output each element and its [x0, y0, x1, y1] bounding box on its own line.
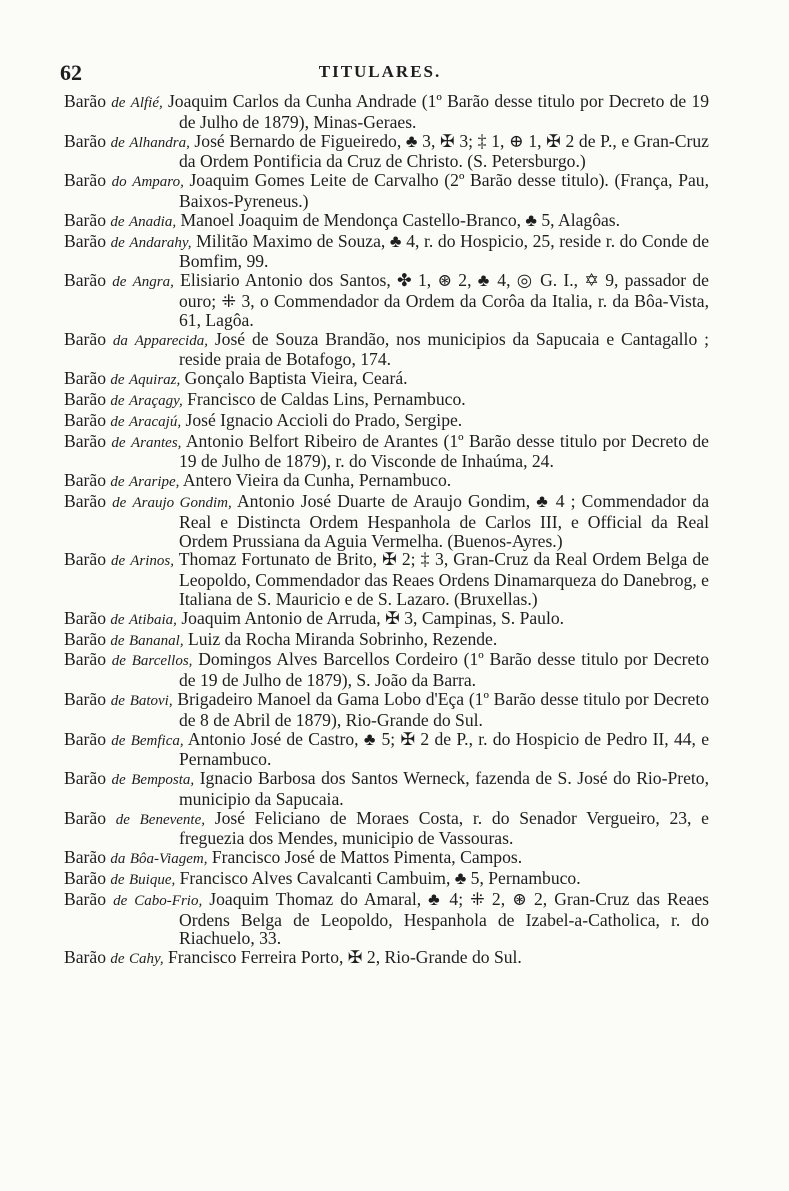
entry-text: Francisco José de Mattos Pimenta, Campos. [207, 847, 523, 868]
list-item [64, 769, 709, 809]
entry-title-name: Cabo-Frio, [134, 892, 203, 909]
entry-label: Barão [64, 888, 107, 909]
list-item [64, 171, 709, 211]
entry-prep: de [110, 692, 125, 709]
list-item [64, 948, 709, 969]
entry-prep: de [110, 413, 125, 430]
entry-prep: do [111, 174, 127, 191]
entry-label: Barão [64, 130, 107, 151]
entry-label: Barão [64, 430, 107, 451]
entry-text: Joaquim Thomaz do Amaral, ♣ 4; ⁜ 2, ⊛ 2, Gran-Cruz das Reaes Ordens Belga de Leopoldo, Hespanhola de Izabel-a-Catholica, r. do Riachuelo, 33. [179, 888, 709, 949]
entry-label: Barão [64, 368, 107, 389]
list-item [64, 730, 709, 770]
list-item [64, 492, 709, 550]
entry-list [64, 92, 709, 969]
entry-prep: de [112, 494, 127, 511]
entry-text: Francisco Ferreira Porto, ✠ 2, Rio-Grande do Sul. [163, 947, 522, 968]
entry-label: Barão [64, 868, 107, 889]
entry-title-name: Bananal, [129, 632, 184, 649]
entry-prep: de [110, 392, 125, 409]
list-item [64, 132, 709, 172]
list-item [64, 330, 709, 370]
entry-text: Francisco Alves Cavalcanti Cambuim, ♣ 5, Pernambuco. [175, 868, 581, 889]
entry-label: Barão [64, 270, 107, 291]
entry-prep: de [110, 372, 125, 389]
entry-label: Barão [64, 628, 107, 649]
entry-text: Joaquim Carlos da Cunha Andrade (1º Barão desse titulo por Decreto de 19 de Julho de 1879), Minas-Geraes. [162, 91, 710, 132]
entry-title-name: Atibaia, [129, 611, 177, 628]
page-header [60, 60, 700, 86]
entry-prep: de [111, 95, 126, 111]
entry-title-name: Benevente, [139, 811, 205, 828]
entry-label: Barão [64, 170, 107, 191]
entry-text: Joaquim Antonio de Arruda, ✠ 3, Campinas, S. Paulo. [176, 607, 565, 628]
entry-title-name: Cahy, [129, 951, 164, 968]
entry-label: Barão [64, 470, 107, 491]
entry-title-name: Anadia, [129, 213, 177, 230]
entry-title-name: Arinos, [130, 553, 175, 570]
list-item [64, 369, 709, 390]
entry-text: Thomaz Fortunato de Brito, ✠ 2; ‡ 3, Gran-Cruz da Real Ordem Belga de Leopoldo, Commendador das Reaes Ordens Dinamarqueza do Danebrog, e Italiana de S. Mauricio e de S. Lazaro. (Bruxellas.) [174, 549, 709, 609]
entry-text: Manoel Joaquim de Mendonça Castello-Branco, ♣ 5, Alagôas. [176, 209, 621, 230]
entry-prep: de [113, 892, 128, 909]
entry-label: Barão [64, 768, 107, 789]
list-item [64, 390, 709, 411]
running-title: TITULARES. [318, 62, 442, 81]
entry-text: Luiz da Rocha Miranda Sobrinho, Rezende. [183, 628, 498, 649]
entry-title-name: Aquiraz, [129, 372, 181, 389]
entry-label: Barão [64, 607, 107, 628]
entry-title-name: Andarahy, [129, 234, 192, 251]
entry-prep: de [111, 732, 126, 749]
entry-text: Antonio José de Castro, ♣ 5; ✠ 2 de P., r. do Hospicio de Pedro II, 44, e Pernambuco. [179, 728, 710, 770]
entry-prep: de [110, 474, 125, 491]
entry-prep: de [111, 653, 126, 670]
entry-text: José Feliciano de Moraes Costa, r. do Senador Vergueiro, 23, e freguezia dos Mendes, municipio de Vassouras. [179, 807, 709, 849]
entry-label: Barão [64, 91, 107, 111]
entry-title-name: Angra, [132, 274, 174, 291]
entry-label: Barão [64, 490, 107, 511]
list-item [64, 609, 709, 630]
entry-prep: de [111, 434, 126, 451]
list-item [64, 232, 709, 272]
entry-title-name: Buique, [129, 872, 176, 889]
entry-text: José Ignacio Accioli do Prado, Sergipe. [181, 409, 463, 430]
entry-label: Barão [64, 209, 107, 230]
entry-label: Barão [64, 649, 107, 670]
entry-title-name: Bôa-Viagem, [129, 851, 208, 868]
entry-title-name: Aracajú, [129, 413, 182, 430]
entry-prep: de [111, 553, 126, 570]
entry-title-name: Araujo Gondim, [132, 494, 232, 511]
entry-label: Barão [64, 688, 107, 709]
page-number: 62 [60, 60, 82, 85]
entry-prep: de [112, 274, 127, 291]
list-item [64, 432, 709, 472]
entry-prep: de [111, 772, 126, 789]
entry-text: Ignacio Barbosa dos Santos Werneck, fazenda de S. José do Rio-Preto, municipio da Sapucaia. [179, 768, 710, 809]
list-item [64, 471, 709, 492]
entry-title-name: Amparo, [132, 174, 184, 191]
entry-label: Barão [64, 807, 107, 828]
entry-title-name: Arantes, [131, 434, 182, 451]
entry-prep: de [110, 872, 125, 889]
list-item [64, 869, 709, 890]
list-item [64, 271, 709, 329]
entry-prep: de [110, 134, 125, 151]
entry-text: Antonio José Duarte de Araujo Gondim, ♣ 4 ; Commendador da Real e Distincta Ordem Hespanhola de Carlos III, e Official da Real Ordem Prussiana da Aguia Vermelha. (Buenos-Ayres.) [179, 490, 709, 551]
entry-text: José Bernardo de Figueiredo, ♣ 3, ✠ 3; ‡ 1, ⊕ 1, ✠ 2 de P., e Gran-Cruz da Ordem Pontificia da Cruz de Christo. (S. Petersburgo.) [179, 130, 709, 172]
entry-text: Francisco de Caldas Lins, Pernambuco. [182, 388, 466, 409]
entry-text: Elisiario Antonio dos Santos, ✤ 1, ⊛ 2, ♣ 4, ◎ G. I., ✡ 9, passador de ouro; ⁜ 3, o Commendador da Ordem da Corôa da Italia, r. da Bôa-Vista, 61, Lagôa. [173, 270, 709, 330]
entry-text: Domingos Alves Barcellos Cordeiro (1º Barão desse titulo por Decreto de 19 de Julho de 1879), S. João da Barra. [179, 649, 710, 691]
entry-title-name: Bemfica, [130, 732, 184, 749]
list-item [64, 690, 709, 730]
list-item [64, 630, 709, 651]
entry-title-name: Alhandra, [129, 134, 190, 151]
entry-text: Brigadeiro Manoel da Gama Lobo d'Eça (1º Barão desse titulo por Decreto de 8 de Abril de 1879), Rio-Grande do Sul. [172, 688, 710, 730]
entry-label: Barão [64, 728, 107, 749]
entry-title-name: Alfié, [130, 95, 163, 111]
entry-title-name: Bemposta, [131, 772, 195, 789]
entry-text: Antero Vieira da Cunha, Pernambuco. [179, 470, 452, 491]
entry-prep: da [112, 332, 128, 349]
list-item [64, 92, 709, 132]
entry-label: Barão [64, 549, 107, 570]
entry-text: Gonçalo Baptista Vieira, Ceará. [180, 368, 408, 389]
list-item [64, 211, 709, 232]
list-item [64, 848, 709, 869]
entry-text: Militão Maximo de Souza, ♣ 4, r. do Hospicio, 25, reside r. do Conde de Bomfim, 99. [179, 230, 710, 272]
entry-title-name: Apparecida, [134, 332, 208, 349]
entry-label: Barão [64, 947, 107, 968]
list-item [64, 411, 709, 432]
entry-text: Joaquim Gomes Leite de Carvalho (2º Barão desse titulo). (França, Pau, Baixos-Pyreneus.) [179, 170, 709, 211]
entry-prep: de [110, 611, 125, 628]
entry-label: Barão [64, 230, 107, 251]
list-item [64, 650, 709, 690]
entry-prep: de [110, 632, 125, 649]
entry-prep: de [115, 811, 130, 828]
entry-text: Antonio Belfort Ribeiro de Arantes (1º Barão desse titulo por Decreto de 19 de Julho de 1879), r. do Visconde de Inhaúma, 24. [179, 430, 709, 472]
entry-label: Barão [64, 847, 107, 868]
entry-label: Barão [64, 388, 107, 409]
list-item [64, 550, 709, 608]
entry-label: Barão [64, 409, 107, 430]
list-item [64, 809, 709, 849]
list-item [64, 890, 709, 948]
entry-title-name: Araripe, [129, 474, 180, 491]
entry-prep: de [110, 213, 125, 230]
entry-text: José de Souza Brandão, nos municipios da Sapucaia e Cantagallo ; reside praia de Botafogo, 174. [179, 328, 709, 370]
entry-prep: de [110, 951, 125, 968]
entry-prep: da [110, 851, 126, 868]
entry-title-name: Batovi, [129, 692, 173, 709]
entry-prep: de [110, 234, 125, 251]
entry-label: Barão [64, 328, 107, 349]
entry-title-name: Barcellos, [131, 653, 193, 670]
entry-title-name: Araçagy, [129, 392, 183, 409]
